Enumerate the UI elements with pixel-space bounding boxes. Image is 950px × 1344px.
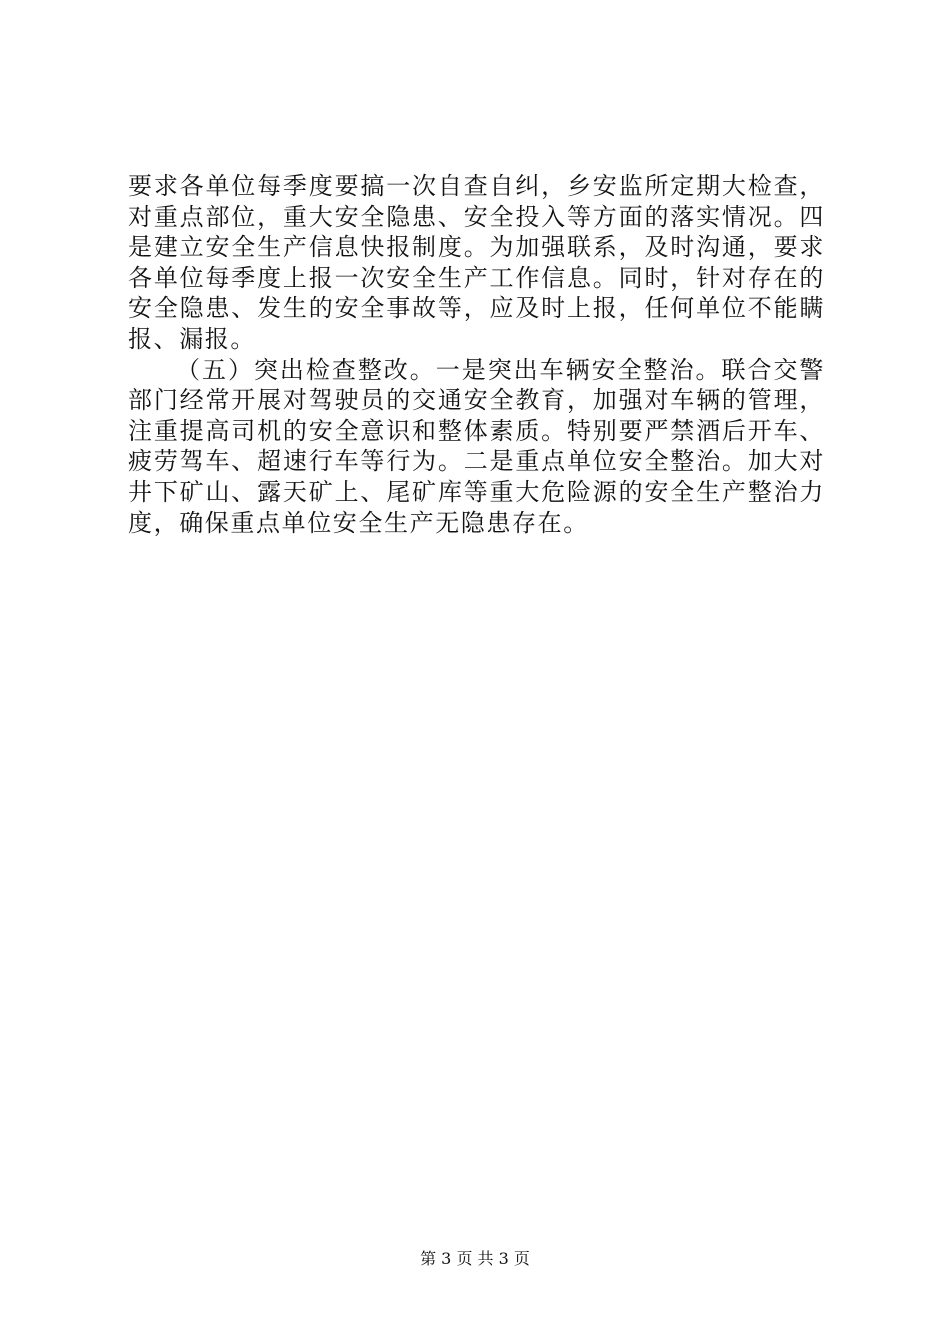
paragraph-2: （五）突出检查整改。一是突出车辆安全整治。联合交警部门经常开展对驾驶员的交通安全教育，加强对车辆的管理，注重提高司机的安全意识和整体素质。特别要严禁酒后开车、疲劳驾车、超速行车等行为。二是重点单位安全整治。加大对井下矿山、露天矿上、尾矿库等重大危险源的安全生产整治力度，确保重点单位安全生产无隐患存在。 bbox=[128, 355, 825, 537]
document-body bbox=[128, 171, 825, 538]
paragraph-1: 要求各单位每季度要搞一次自查自纠，乡安监所定期大检查，对重点部位，重大安全隐患、安全投入等方面的落实情况。四是建立安全生产信息快报制度。为加强联系，及时沟通，要求各单位每季度上报一次安全生产工作信息。同时，针对存在的安全隐患、发生的安全事故等，应及时上报，任何单位不能瞒报、漏报。 bbox=[128, 172, 825, 353]
page-footer: 第 3 页 共 3 页 bbox=[420, 1249, 530, 1268]
